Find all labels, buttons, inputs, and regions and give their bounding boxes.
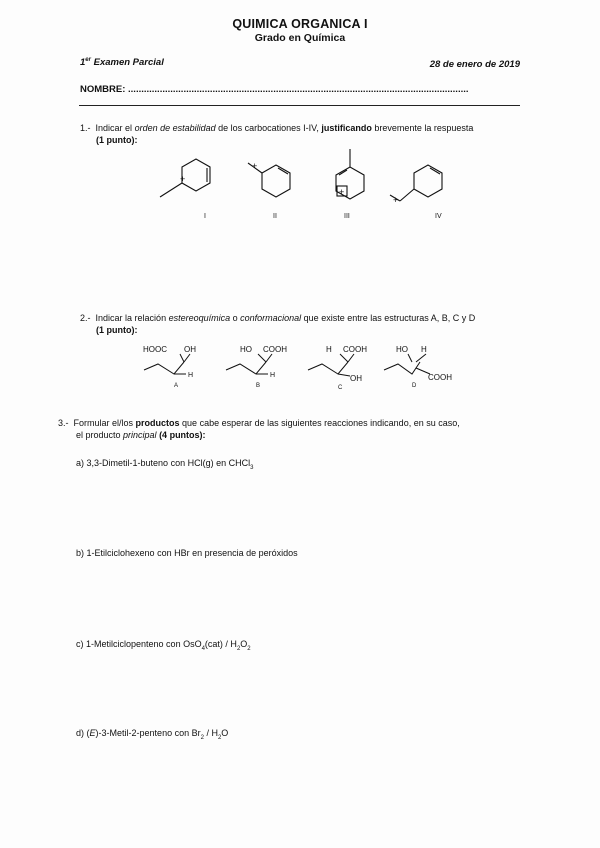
label-C: C <box>338 385 343 391</box>
question-3-text: 3.- Formular el/los productos que cabe esperar de las siguientes reacciones indicando, en su caso, <box>58 418 460 428</box>
structure-A-chain <box>144 362 184 374</box>
svg-text:OH: OH <box>184 345 196 354</box>
name-field[interactable]: NOMBRE: ................................................................................................................................. <box>80 84 469 95</box>
label-III: III <box>344 213 350 220</box>
svg-text:OH: OH <box>350 374 362 383</box>
label-II: II <box>273 213 277 220</box>
label-A: A <box>174 383 179 389</box>
label-IV: IV <box>435 213 442 220</box>
question-3-text-line2: el producto principal (4 puntos): <box>76 430 206 440</box>
page-title: QUIMICA ORGANICA I <box>232 17 368 31</box>
structure-C-chain <box>308 362 348 374</box>
svg-text:COOH: COOH <box>343 345 367 354</box>
carbocation-structures <box>150 145 470 225</box>
question-1-text: 1.- Indicar el orden de estabilidad de los carbocationes I-IV, justificando brevemente la respuesta <box>80 123 474 133</box>
reaction-d: d) (E)-3-Metil-2-penteno con $Br_2 / H_2O$ <box>76 728 229 741</box>
plus-charge-III: + <box>339 187 345 197</box>
svg-text:HO: HO <box>396 345 408 354</box>
svg-text:H: H <box>188 372 194 379</box>
svg-text:HOOC: HOOC <box>143 345 167 354</box>
stereo-structures <box>140 340 480 396</box>
svg-text:HO: HO <box>240 345 252 354</box>
svg-text:H: H <box>421 345 427 354</box>
question-2-text: 2.- Indicar la relación estereoquímica o conformacional que existe entre las estructuras A, B, C y D <box>80 313 476 323</box>
question-2-points: (1 punto): <box>96 325 138 335</box>
plus-charge-IV: + <box>393 195 399 205</box>
exam-label: 1er Examen Parcial <box>80 57 164 69</box>
reaction-a: a) 3,3-Dimetil-1-buteno con HCl(g) en CHCl$_3$ <box>76 458 254 471</box>
exam-date: 28 de enero de 2019 <box>429 59 520 70</box>
plus-charge-I: + <box>180 174 186 184</box>
svg-text:COOH: COOH <box>263 345 287 354</box>
svg-text:COOH: COOH <box>428 373 452 382</box>
svg-text:H: H <box>270 372 276 379</box>
reaction-b: b) 1-Etilciclohexeno con HBr en presencia de peróxidos <box>76 548 298 558</box>
reaction-c: c) 1-Metilciclopenteno con $OsO_4(cat) / H_2O_2$ <box>76 639 251 652</box>
label-D: D <box>412 383 417 389</box>
label-I: I <box>204 213 206 220</box>
question-1-points: (1 punto): <box>96 135 138 145</box>
structure-D-chain <box>384 362 420 374</box>
plus-charge-II: + <box>252 161 258 171</box>
structure-B-chain <box>226 362 266 374</box>
header-divider <box>79 105 520 106</box>
page-subtitle: Grado en Química <box>254 32 346 44</box>
svg-text:H: H <box>326 345 332 354</box>
label-B: B <box>256 383 261 389</box>
